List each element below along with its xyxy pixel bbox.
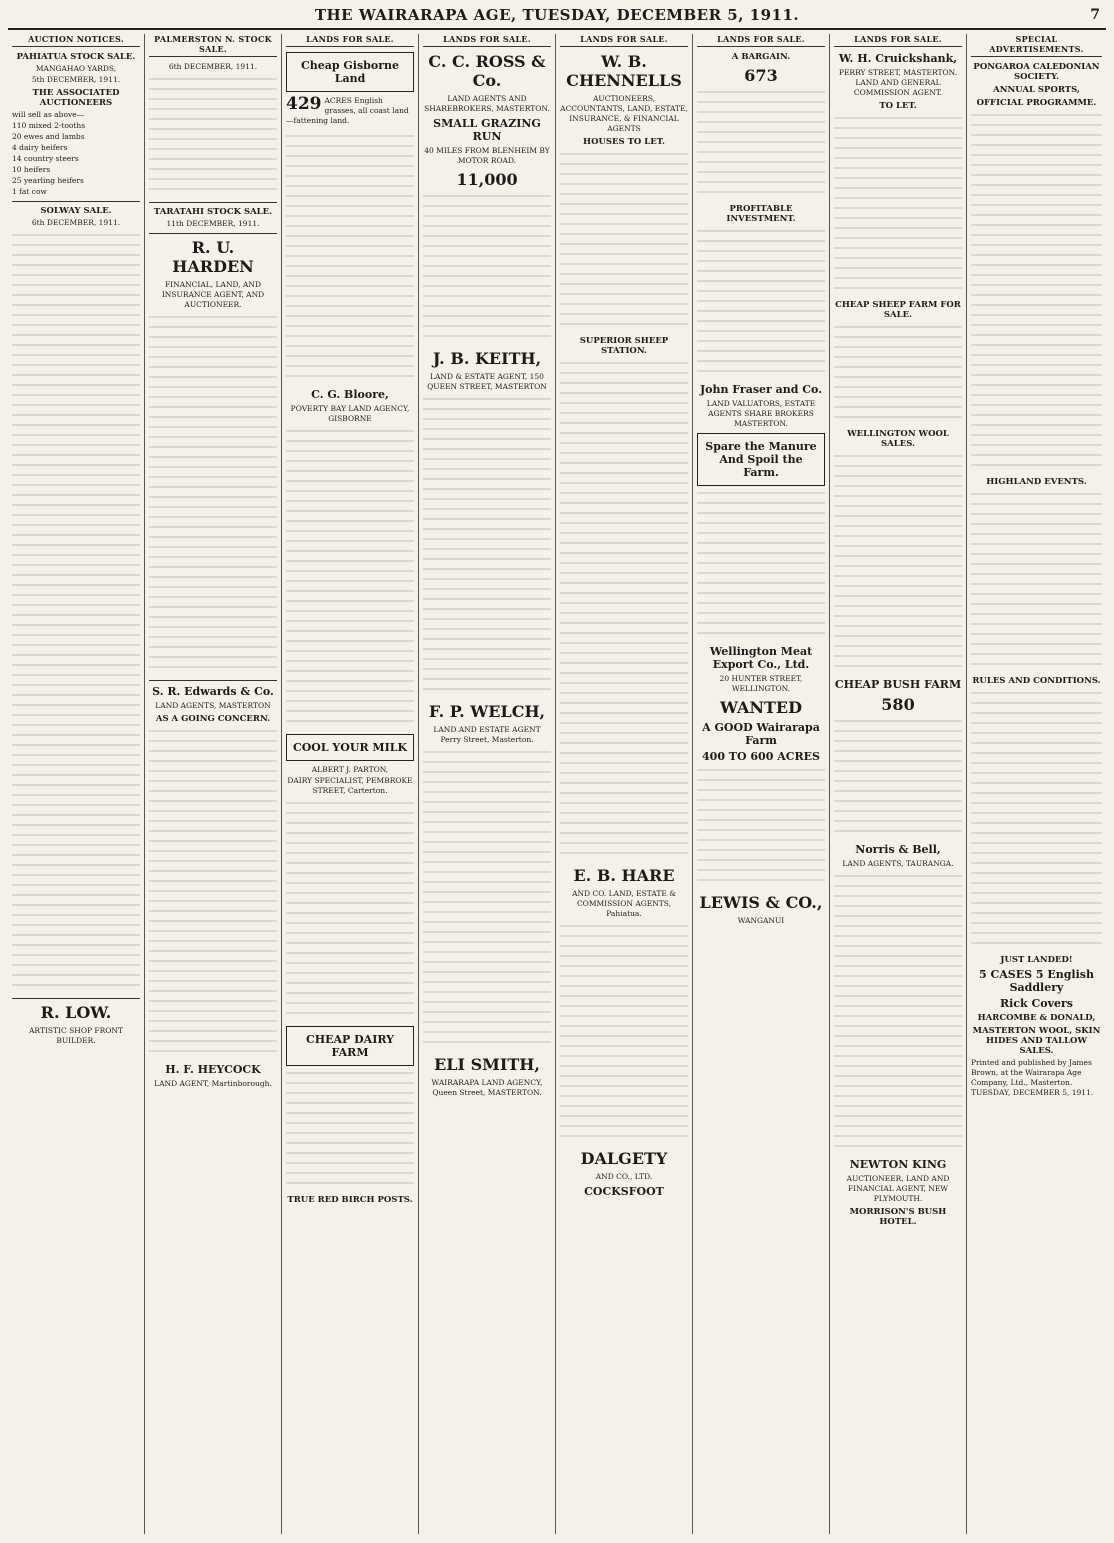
illegible-text-block <box>423 751 551 1051</box>
section-heading: PROFITABLE INVESTMENT. <box>726 204 796 224</box>
illegible-text-block <box>286 135 414 385</box>
divider <box>149 680 277 681</box>
listing-acreage: 673 <box>744 66 778 85</box>
acreage-range: 400 TO 600 ACRES <box>702 750 820 763</box>
column-heading: AUCTION NOTICES. <box>12 34 140 47</box>
section-heading: HOUSES TO LET. <box>583 137 665 147</box>
column-7 <box>830 34 967 1534</box>
advertiser-name: C. G. Bloore, <box>311 388 389 401</box>
advertiser-tagline: LAND AGENTS, MASTERTON <box>155 701 271 710</box>
sale-yards: MANGAHAO YARDS, <box>35 64 117 73</box>
advertiser-name: J. B. KEITH, <box>432 349 542 368</box>
illegible-text-block <box>834 720 962 840</box>
column-8 <box>967 34 1106 1534</box>
stock-list-item: 10 heifers <box>12 165 51 174</box>
section-heading: CHEAP SHEEP FARM FOR SALE. <box>835 300 961 320</box>
newspaper-title: THE WAIRARAPA AGE, TUESDAY, DECEMBER 5, 1911. <box>314 6 800 24</box>
advert-subheadline: A GOOD Wairarapa Farm <box>702 721 820 747</box>
advert-headline: Rick Covers <box>1000 997 1073 1010</box>
advertiser-tagline: LAND AGENTS, TAURANGA. <box>842 859 954 868</box>
divider <box>149 233 277 234</box>
listing-acreage: 580 <box>881 695 915 714</box>
column-heading: SPECIAL ADVERTISEMENTS. <box>971 34 1102 57</box>
illegible-text-block <box>286 430 414 730</box>
advertiser-tagline: AND CO. LAND, ESTATE & COMMISSION AGENTS, Pahiatua. <box>572 889 676 918</box>
advertiser-tagline: DAIRY SPECIALIST, PEMBROKE STREET, Carterton. <box>287 776 413 795</box>
advertiser-name: DALGETY <box>580 1149 668 1168</box>
advertiser-name: R. U. HARDEN <box>172 238 254 276</box>
solway-sale-title: SOLWAY SALE. <box>40 206 112 216</box>
advertiser-name: LEWIS & CO., <box>699 893 823 912</box>
illegible-text-block <box>286 1072 414 1192</box>
advert-subheadline: 40 MILES FROM BLENHEIM BY MOTOR ROAD. <box>424 146 550 165</box>
advertiser-name: ELI SMITH, <box>434 1055 540 1074</box>
illegible-text-block <box>697 230 825 380</box>
illegible-text-block <box>834 875 962 1155</box>
advertiser-tagline: AND CO., LTD. <box>595 1172 653 1181</box>
taratahi-sale-date: 11th DECEMBER, 1911. <box>166 219 260 228</box>
advertiser-name: HARCOMBE & DONALD, <box>977 1013 1096 1023</box>
column-heading: LANDS FOR SALE. <box>697 34 825 47</box>
divider <box>12 998 140 999</box>
illegible-text-block <box>560 362 688 862</box>
advert-headline: Spare the Manure And Spoil the Farm. <box>705 440 817 479</box>
advertiser-tagline: ARTISTIC SHOP FRONT BUILDER. <box>29 1026 123 1045</box>
advertiser-name: Wellington Meat Export Co., Ltd. <box>709 645 813 671</box>
advertiser-tagline: LAND AGENTS AND SHAREBROKERS, MASTERTON. <box>424 94 550 113</box>
advertiser-tagline: LAND VALUATORS, ESTATE AGENTS SHARE BROKERS MASTERTON. <box>706 399 816 428</box>
advertiser-tagline: FINANCIAL, LAND, AND INSURANCE AGENT, AND AUCTIONEER. <box>161 280 265 309</box>
stock-list-item: 20 ewes and lambs <box>12 132 85 141</box>
advertiser-tagline: AUCTIONEER, LAND AND FINANCIAL AGENT, NEW PLYMOUTH. <box>846 1174 950 1203</box>
advertiser-name: E. B. HARE <box>573 866 675 885</box>
masthead <box>8 6 1106 30</box>
column-4 <box>419 34 556 1534</box>
section-heading: MASTERTON WOOL, SKIN HIDES AND TALLOW SALES. <box>972 1026 1101 1056</box>
sale-intro: will sell as above— <box>12 110 85 119</box>
sale-date: 5th DECEMBER, 1911. <box>31 75 121 84</box>
illegible-text-block <box>423 398 551 698</box>
advert-headline: CHEAP BUSH FARM <box>834 678 962 691</box>
advert-headline: COOL YOUR MILK <box>292 741 408 754</box>
advertiser-tagline: WAIRARAPA LAND AGENCY, Queen Street, MASTERTON. <box>431 1078 543 1097</box>
illegible-text-block <box>971 692 1102 952</box>
advertiser-name: ALBERT J. PARTON, <box>311 765 389 774</box>
section-heading: ANNUAL SPORTS, <box>993 85 1080 95</box>
section-heading: TRUE RED BIRCH POSTS. <box>287 1195 413 1205</box>
illegible-text-block <box>560 153 688 333</box>
sale-date: 6th DECEMBER, 1911. <box>168 62 258 71</box>
advertiser-tagline: WANGANUI <box>737 916 785 925</box>
listing-acreage: 429 <box>286 94 322 114</box>
stock-list-item: 25 yearling heifers <box>12 176 84 185</box>
advertiser-tagline: 20 HUNTER STREET, WELLINGTON. <box>719 674 803 693</box>
advertiser-tagline: LAND AND ESTATE AGENT Perry Street, Masterton. <box>433 725 541 744</box>
illegible-text-block <box>834 455 962 675</box>
illegible-text-block <box>149 78 277 198</box>
column-5 <box>556 34 693 1534</box>
column-heading: LANDS FOR SALE. <box>286 34 414 47</box>
listing-acreage: 11,000 <box>456 170 518 189</box>
advertiser-tagline: LAND AGENT, Martinborough. <box>154 1079 272 1088</box>
advertiser-name: W. B. CHENNELLS <box>566 52 682 90</box>
column-2 <box>145 34 282 1534</box>
section-heading: SUPERIOR SHEEP STATION. <box>579 336 669 356</box>
advertiser-name: S. R. Edwards & Co. <box>152 685 274 698</box>
advert-headline: SMALL GRAZING RUN <box>433 117 541 143</box>
stock-list-item: 110 mixed 2-tooths <box>12 121 86 130</box>
stock-list <box>12 121 140 197</box>
listing-text: ACRES English grasses, all coast land—fattening land. <box>286 96 409 125</box>
illegible-text-block <box>423 195 551 345</box>
advert-headline: 5 CASES 5 English Saddlery <box>979 968 1094 994</box>
section-heading: OFFICIAL PROGRAMME. <box>976 98 1097 108</box>
section-heading: RULES AND CONDITIONS. <box>972 676 1101 686</box>
advertiser-name: W. H. Cruickshank, <box>838 52 958 65</box>
advertiser-tagline: PERRY STREET, MASTERTON. LAND AND GENERAL COMMISSION AGENT. <box>838 68 958 97</box>
illegible-text-block <box>149 316 277 676</box>
society-name: PONGAROA CALEDONIAN SOCIETY. <box>973 62 1100 82</box>
advertiser-name: F. P. WELCH, <box>428 702 546 721</box>
advertiser-tagline: AUCTIONEERS, ACCOUNTANTS, LAND, ESTATE, INSURANCE, & FINANCIAL AGENTS <box>560 94 688 133</box>
stock-list-item: 14 country steers <box>12 154 79 163</box>
newspaper-columns <box>8 34 1106 1534</box>
illegible-text-block <box>697 769 825 889</box>
section-heading: JUST LANDED! <box>1000 955 1073 965</box>
illegible-text-block <box>697 91 825 201</box>
section-heading: HIGHLAND EVENTS. <box>986 477 1087 487</box>
column-heading: LANDS FOR SALE. <box>560 34 688 47</box>
section-heading: A BARGAIN. <box>731 52 791 62</box>
imprint-notice: Printed and published by James Brown, at the Wairarapa Age Company, Ltd., Masterton. TUESDAY, DECEMBER 5, 1911. <box>971 1058 1094 1097</box>
section-heading: MORRISON'S BUSH HOTEL. <box>849 1207 947 1227</box>
advertiser-name: H. F. HEYCOCK <box>165 1063 261 1076</box>
advertiser-name: John Fraser and Co. <box>699 383 823 396</box>
advert-headline: Cheap Gisborne Land <box>301 59 399 85</box>
divider <box>12 201 140 202</box>
advert-headline: CHEAP DAIRY FARM <box>305 1033 395 1059</box>
illegible-text-block <box>149 730 277 1060</box>
illegible-text-block <box>560 925 688 1145</box>
column-heading: LANDS FOR SALE. <box>834 34 962 47</box>
illegible-text-block <box>286 802 414 1022</box>
advertiser-tagline: POVERTY BAY LAND AGENCY, GISBORNE <box>290 404 410 423</box>
illegible-text-block <box>834 326 962 426</box>
auctioneers-heading: THE ASSOCIATED AUCTIONEERS <box>32 88 120 108</box>
section-heading: TO LET. <box>879 101 917 111</box>
advertiser-name: C. C. ROSS & Co. <box>428 52 546 90</box>
illegible-text-block <box>971 493 1102 673</box>
solway-sale-date: 6th DECEMBER, 1911. <box>31 218 121 227</box>
advertiser-name: NEWTON KING <box>849 1158 947 1171</box>
illegible-text-block <box>834 117 962 297</box>
advert-headline: COCKSFOOT <box>584 1185 664 1198</box>
stock-list-item: 1 fat cow <box>12 187 47 196</box>
taratahi-sale-title: TARATAHI STOCK SALE. <box>153 207 273 217</box>
column-heading: LANDS FOR SALE. <box>423 34 551 47</box>
advert-headline: WANTED <box>720 698 802 717</box>
advertiser-name: Norris & Bell, <box>855 843 941 856</box>
column-6 <box>693 34 830 1534</box>
advertiser-name: R. LOW. <box>40 1003 112 1022</box>
column-heading: PALMERSTON N. STOCK SALE. <box>149 34 277 57</box>
illegible-text-block <box>971 114 1102 474</box>
advertiser-tagline: LAND & ESTATE AGENT, 150 QUEEN STREET, MASTERTON <box>427 372 547 391</box>
illegible-text-block <box>697 492 825 642</box>
divider <box>149 202 277 203</box>
sale-title: PAHIATUA STOCK SALE. <box>16 52 136 62</box>
illegible-text-block <box>12 234 140 994</box>
page-number: 7 <box>1090 7 1100 23</box>
land-listing <box>286 96 414 126</box>
section-heading: WELLINGTON WOOL SALES. <box>847 429 949 449</box>
column-1 <box>8 34 145 1534</box>
section-heading: AS A GOING CONCERN. <box>155 714 271 724</box>
stock-list-item: 4 dairy heifers <box>12 143 68 152</box>
column-3 <box>282 34 419 1534</box>
